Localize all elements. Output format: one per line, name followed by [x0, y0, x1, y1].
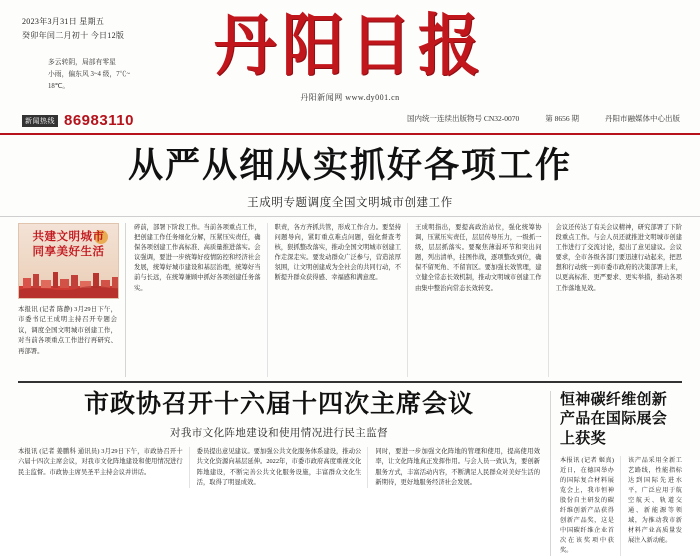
weather-line-2: 小雨，偏东风 3~4 级，7℃~ [48, 69, 192, 81]
side-headline-line-1: 恒神碳纤维创新 [560, 391, 682, 411]
side-article-columns [560, 456, 682, 556]
news-hotline-label: 新闻热线 [22, 115, 58, 127]
masthead-publication-strip [0, 113, 700, 124]
secondary-article-columns [18, 447, 540, 488]
side-article-headline[interactable] [560, 391, 682, 450]
promo-banner-text [19, 224, 118, 261]
promo-banner[interactable] [18, 223, 119, 299]
promo-line-1: 共建文明城市 [23, 230, 114, 246]
secondary-column-1: 本报讯 (记者 姜鹏科 通讯员) 3月29日下午，市政协召开十六届十四次主席会议，对我市文化阵地建设和使用情况进行民主监督。市政协主席吴圣平主持会议并讲话。 [18, 447, 190, 488]
article-column-4: 会议还传达了有关会议精神，研究部署了下阶段重点工作。与会人员还就推进文明城市创建工作进行了交流讨论，提出了意见建议。会议要求，全市各级各部门要迅速行动起来，把思想和行动统一到市委市政府的决策部署上来，以更高标准、更严要求、更实举措，推动各项工作落地见效。 [556, 223, 683, 377]
lead-headline[interactable]: 从严从细从实抓好各项工作 [0, 147, 700, 186]
issue-number: 第 8656 期 [545, 113, 579, 124]
promo-caption: 本报讯 (记者 陈静) 3月29日下午，市委书记王成明主持召开专题会议，调度全国文明城市创建工作，对当前各项重点工作进行再研究、再部署。 [18, 305, 117, 358]
city-skyline-icon [19, 268, 119, 298]
side-column-2: 该产品采用全新工艺路线，性能指标达到国际先进水平，广泛应用于航空航天、轨道交通、新能源等领域，为推动我市新材料产业高质量发展注入新动能。 [628, 456, 682, 556]
promo-line-2: 同享美好生活 [23, 245, 114, 261]
secondary-column-2: 委员提出意见建议。要加强公共文化服务体系建设，推动公共文化资源向基层延伸。2022年，市委市政府高度重视文化阵地建设，不断完善公共文化服务设施，丰富群众文化生活，取得了明显成效。 [197, 447, 369, 488]
side-headline-line-2: 产品在国际展会 [560, 410, 682, 430]
masthead [0, 0, 700, 135]
publisher-name: 丹阳市融媒体中心出版 [605, 113, 680, 124]
news-hotline-number: 86983110 [64, 112, 134, 129]
lead-article-columns [126, 223, 682, 377]
article-column-3: 王成明指出，要提高政治站位，强化统筹协调，压紧压实责任，层层传导压力，一级抓一级，层层抓落实。要聚焦薄弱环节和突出问题，列出清单，挂图作战，逐项整改到位，确保不留死角、不留盲区。要加强长效管理，建立健全常态长效机制，推动文明城市创建工作由集中整治向常态长效转变。 [415, 223, 549, 377]
newspaper-website[interactable]: 丹阳新闻网 www.dy001.cn [0, 92, 700, 103]
promo-column [18, 223, 126, 377]
side-article [550, 391, 682, 556]
main-article-area [0, 217, 700, 377]
secondary-headline[interactable]: 市政协召开十六届十四次主席会议 [18, 391, 540, 420]
lead-headline-block [0, 135, 700, 217]
side-column-1: 本报讯 (记者 姬真) 近日，在德国举办的国际复合材料展览会上，我市恒神股份自主研发的碳纤维创新产品获得创新产品奖，这是中国碳纤维企业首次在该奖项中获奖。 [560, 456, 621, 556]
article-column-1: 碎前，部署下阶段工作。当前各项重点工作，把创建工作任务细化分解，压紧压实责任，确保各项创建工作高标准、高质量推进落实。会议强调，要进一步统筹好疫情防控和经济社会发展，统筹好城市建设和基层治理，统筹好当前与长远，在统筹兼顾中抓好各项创建任务落实。 [134, 223, 268, 377]
article-column-2: 职责，各方齐抓共管，形成工作合力。要坚持问题导向，紧盯重点难点问题，强化督查考核，狠抓整改落实，推动全国文明城市创建工作走深走实。要发动群众广泛参与，营造浓厚氛围，让文明创建成为全社会的共同行动，不断提升群众获得感、幸福感和满意度。 [275, 223, 409, 377]
secondary-column-3: 同时，要进一步加强文化阵地的管理和使用，提高使用效率，让文化阵地真正发挥作用。与会人员一致认为，要创新服务方式，丰富活动内容，不断满足人民群众对美好生活的新期待，更好地服务经济社会发展。 [375, 447, 540, 488]
masthead-title-block [0, 16, 700, 103]
lead-subheadline: 王成明专题调度全国文明城市创建工作 [0, 194, 700, 210]
newspaper-title: 丹阳日报 [0, 14, 700, 81]
publication-date-line1: 2023年3月31日 星期五 [22, 16, 192, 28]
publication-date-line2: 癸卯年闰二月初十 今日12版 [22, 30, 192, 42]
issn-number: 国内统一连续出版物号 CN32-0070 [407, 113, 519, 124]
secondary-article-area [18, 381, 682, 556]
side-headline-line-3: 上获奖 [560, 430, 682, 450]
secondary-article [18, 391, 540, 556]
secondary-subheadline: 对我市文化阵地建设和使用情况进行民主监督 [18, 425, 540, 440]
weather-line-1: 多云转阴，局部有零星 [48, 57, 192, 69]
weather-line-3: 18℃。 [48, 81, 192, 93]
